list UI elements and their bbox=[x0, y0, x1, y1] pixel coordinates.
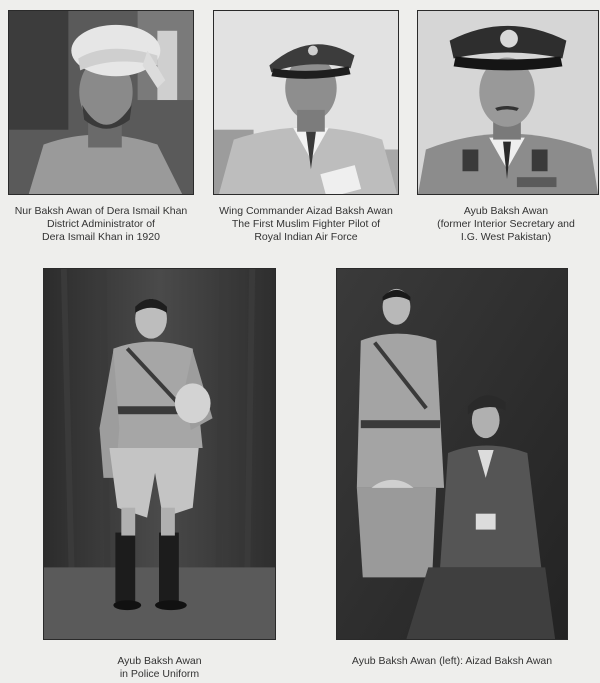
caption-line: (former Interior Secretary and bbox=[437, 218, 575, 230]
portrait-two-officers bbox=[337, 269, 567, 639]
portrait-standing-officer bbox=[44, 269, 275, 639]
caption-line: District Administrator of bbox=[47, 218, 155, 230]
caption-nur-baksh-awan bbox=[0, 205, 202, 244]
portrait-pilot bbox=[214, 11, 398, 194]
caption-line: Dera Ismail Khan in 1920 bbox=[42, 231, 160, 243]
caption-aizad-baksh-awan bbox=[206, 205, 406, 244]
photo-aizad-baksh-awan bbox=[213, 10, 399, 195]
caption-ayub-police-uniform bbox=[43, 655, 276, 681]
caption-line: in Police Uniform bbox=[119, 668, 200, 680]
caption-line: Wing Commander Aizad Baksh Awan bbox=[219, 205, 393, 217]
caption-line: Ayub Baksh Awan bbox=[463, 205, 549, 217]
portrait-officer bbox=[418, 11, 598, 194]
caption-ayub-and-aizad bbox=[320, 655, 584, 668]
caption-line: Royal Indian Air Force bbox=[254, 231, 358, 243]
photo-ayub-and-aizad bbox=[336, 268, 568, 640]
photo-nur-baksh-awan bbox=[8, 10, 194, 195]
caption-line: Nur Baksh Awan of Dera Ismail Khan bbox=[14, 205, 188, 217]
caption-line: The First Muslim Fighter Pilot of bbox=[231, 218, 381, 230]
caption-line: Ayub Baksh Awan (left): Aizad Baksh Awan bbox=[351, 655, 553, 667]
portrait-turban-man bbox=[9, 11, 193, 194]
caption-ayub-baksh-awan bbox=[412, 205, 600, 244]
caption-line: I.G. West Pakistan) bbox=[460, 231, 552, 243]
photo-ayub-police-uniform bbox=[43, 268, 276, 640]
caption-line: Ayub Baksh Awan bbox=[117, 655, 202, 667]
photo-ayub-baksh-awan bbox=[417, 10, 599, 195]
